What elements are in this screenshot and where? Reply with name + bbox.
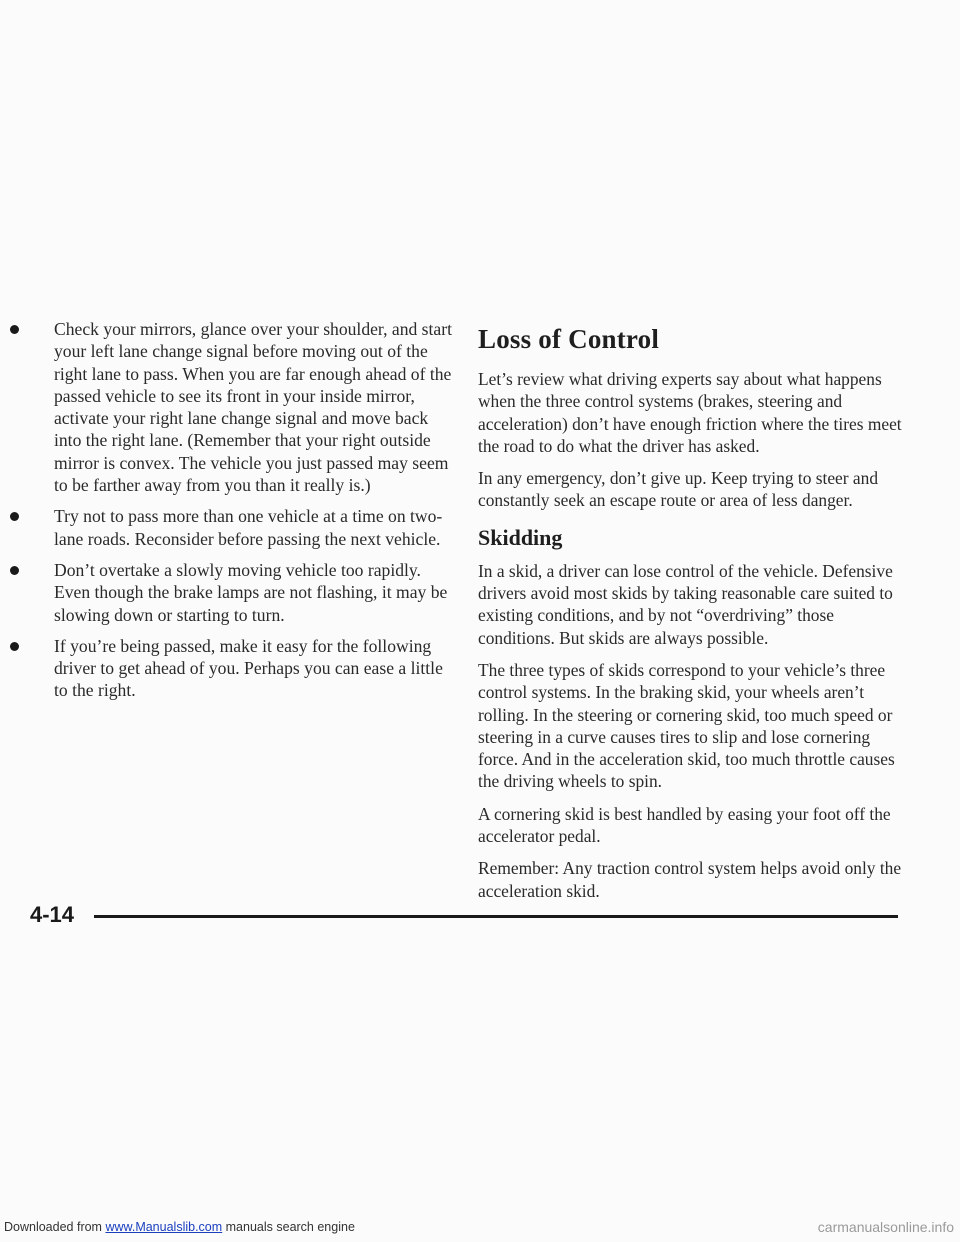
- bullet-dot-icon: [10, 566, 19, 575]
- skid-paragraph: A cornering skid is best handled by easing your foot off the accelerator pedal.: [478, 803, 891, 847]
- site-watermark: carmanualsonline.info: [817, 1219, 954, 1235]
- left-column: [46, 318, 456, 711]
- bullet-dot-icon: [10, 512, 19, 521]
- bullet-text: Try not to pass more than one vehicle at a time on two-lane roads. Reconsider before passing the next vehicle.: [54, 506, 443, 549]
- subsection-title: Skidding: [478, 524, 563, 550]
- bullet-dot-icon: [10, 325, 19, 334]
- list-item: [46, 505, 456, 550]
- right-column: [478, 322, 908, 912]
- intro-paragraph: In any emergency, don’t give up. Keep trying to steer and constantly seek an escape route or area of less danger.: [478, 468, 879, 511]
- intro-paragraph: Let’s review what driving experts say about what happens when the three control systems (brakes, steering and acceleration) don’t have enough friction where the tires meet the road to do what the driver has asked.: [478, 369, 902, 456]
- watermark-prefix: Downloaded from: [4, 1220, 106, 1234]
- skid-paragraph: In a skid, a driver can lose control of the vehicle. Defensive drivers avoid most skids by taking reasonable care suited to existing conditions, and by not “overdriving” those conditions. But skids are always possible.: [478, 560, 893, 648]
- watermark-suffix: manuals search engine: [222, 1220, 355, 1234]
- passing-tips-list: [46, 318, 456, 702]
- list-item: [46, 318, 456, 496]
- skid-paragraph: Remember: Any traction control system helps avoid only the acceleration skid.: [478, 858, 902, 901]
- skid-paragraph: The three types of skids correspond to your vehicle’s three control systems. In the braking skid, your wheels aren’t rolling. In the steering or cornering skid, too much speed or steering in a curve causes tires to slip and lose cornering force. And in the acceleration skid, too much throttle causes the driving wheels to spin.: [478, 659, 895, 792]
- list-item: [46, 635, 456, 702]
- manualslib-link[interactable]: www.Manualslib.com: [105, 1220, 223, 1234]
- bullet-dot-icon: [10, 642, 19, 651]
- footer-divider: [94, 915, 898, 918]
- page-number: 4-14: [30, 902, 75, 927]
- bullet-text: If you’re being passed, make it easy for the following driver to get ahead of you. Perhaps you can ease a little to the right.: [54, 635, 443, 701]
- section-title: Loss of Control: [478, 324, 660, 354]
- bullet-text: Check your mirrors, glance over your shoulder, and start your left lane change signal before moving out of the right lane to pass. When you are far enough ahead of the passed vehicle to see its front in your inside mirror, activate your right lane change signal and move back into the right lane. (Remember that your right outside mirror is convex. The vehicle you just passed may seem to be farther away from you than it really is.): [54, 319, 452, 496]
- list-item: [46, 559, 456, 626]
- bullet-text: Don’t overtake a slowly moving vehicle too rapidly. Even though the brake lamps are not flashing, it may be slowing down or starting to turn.: [54, 559, 448, 625]
- download-watermark: [4, 1220, 355, 1234]
